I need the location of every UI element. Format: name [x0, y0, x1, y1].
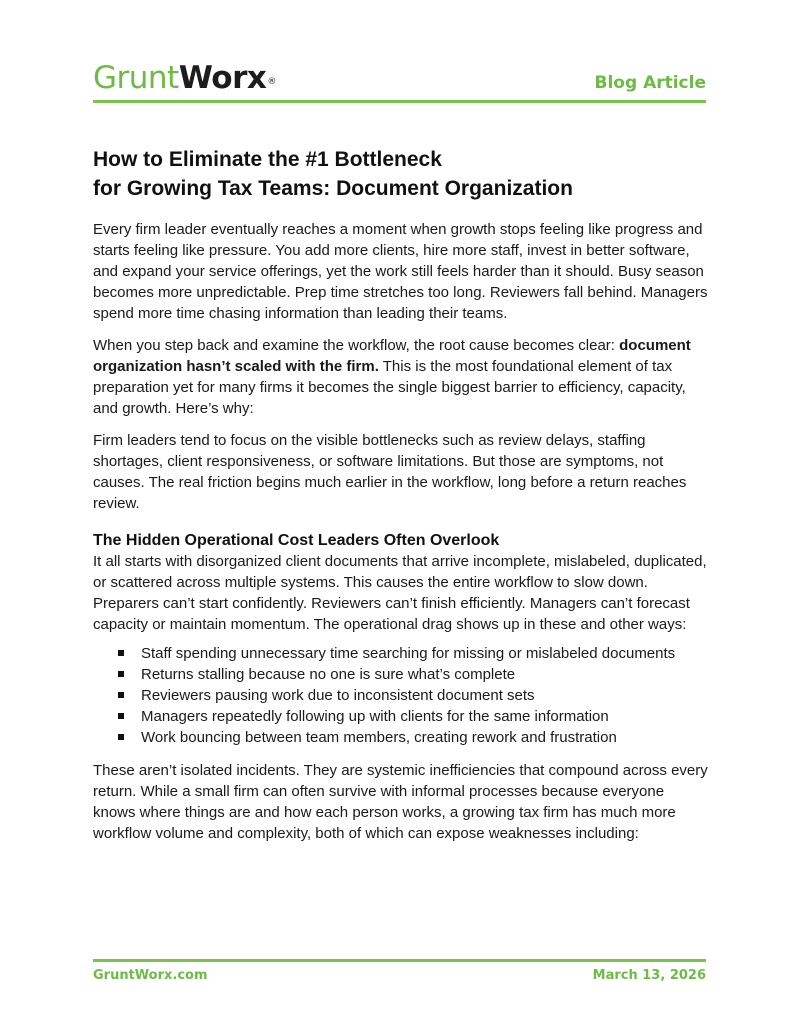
- paragraph-4: It all starts with disorganized client documents that arrive incomplete, mislabeled, duplicated, or scattered across multiple systems. This causes the entire workflow to slow down. Preparers can’t start confidently. Reviewers can’t finish efficiently. Managers can’t forecast capacity or maintain momentum. The operational drag shows up in these and other ways:: [93, 553, 707, 633]
- paragraph-3: Firm leaders tend to focus on the visible bottlenecks such as review delays, staffing shortages, client responsiveness, or software limitations. But those are symptoms, not causes. The real friction begins much earlier in the workflow, long before a return reaches review.: [93, 432, 687, 512]
- paragraph-2-intro: When you step back and examine the workflow, the root cause becomes clear:: [93, 337, 620, 354]
- paragraph-2-rest: This is the most foundational element of tax preparation yet for many firms it becomes the single biggest barrier to efficiency, capacity, and growth. Here’s why:: [93, 358, 686, 417]
- bullet-list: [93, 643, 709, 748]
- list-item-text: Returns stalling because no one is sure what’s complete: [141, 666, 516, 683]
- header-divider: [93, 100, 706, 103]
- article-title: [93, 145, 706, 203]
- article-title-line-1: How to Eliminate the #1 Bottleneck: [93, 148, 442, 171]
- footer-website: GruntWorx.com: [93, 968, 208, 983]
- logo-grunt-text: Grunt: [93, 60, 179, 96]
- square-bullet-icon: [118, 692, 124, 698]
- page-header: [93, 58, 706, 104]
- square-bullet-icon: [118, 713, 124, 719]
- list-item-text: Managers repeatedly following up with clients for the same information: [141, 708, 609, 725]
- paragraph-2-bold: document organization hasn’t scaled with the firm.: [93, 337, 691, 375]
- square-bullet-icon: [118, 650, 124, 656]
- gruntworx-logo: [93, 60, 276, 96]
- square-bullet-icon: [118, 671, 124, 677]
- list-item-text: Reviewers pausing work due to inconsistent document sets: [141, 687, 535, 704]
- list-item: [93, 685, 709, 706]
- footer-divider: [93, 959, 706, 962]
- list-item-text: Work bouncing between team members, creating rework and frustration: [141, 729, 617, 746]
- blog-article-label: Blog Article: [594, 73, 706, 93]
- paragraph-2: [93, 335, 709, 419]
- square-bullet-icon: [118, 734, 124, 740]
- list-item-text: Staff spending unnecessary time searching for missing or mislabeled documents: [141, 645, 676, 662]
- section-heading: The Hidden Operational Cost Leaders Often Overlook: [93, 532, 500, 549]
- logo-worx-text: Worx: [178, 60, 267, 96]
- article-body: [93, 219, 709, 855]
- list-item: [93, 706, 709, 727]
- list-item: [93, 664, 709, 685]
- paragraph-5: These aren’t isolated incidents. They are systemic inefficiencies that compound across every return. While a small firm can often survive with informal processes because everyone knows where things are and how each person works, a growing tax firm has much more workflow volume and complexity, both of which can expose weaknesses including:: [93, 762, 708, 842]
- logo-registered-mark: ®: [267, 77, 276, 87]
- list-item: [93, 643, 709, 664]
- list-item: [93, 727, 709, 748]
- footer-date: March 13, 2026: [592, 968, 706, 983]
- article-title-line-2: for Growing Tax Teams: Document Organization: [93, 177, 573, 200]
- paragraph-1: Every firm leader eventually reaches a moment when growth stops feeling like progress and starts feeling like pressure. You add more clients, hire more staff, invest in better software, and expand your service offerings, yet the work still feels harder than it should. Busy season becomes more unpredictable. Prep time stretches too long. Reviewers fall behind. Managers spend more time chasing information than leading their teams.: [93, 221, 708, 322]
